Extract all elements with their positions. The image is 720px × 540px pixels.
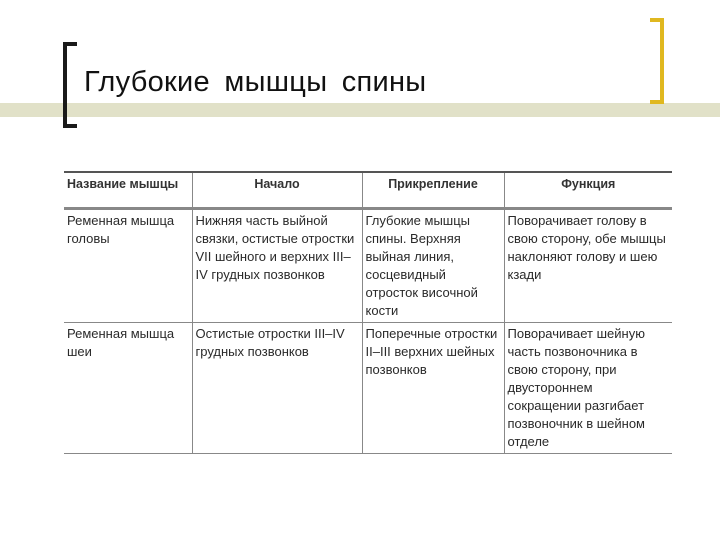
left-bracket-decoration [63, 42, 77, 128]
cell-insertion: Поперечные отростки II–III верхних шейных позвонков [362, 323, 504, 454]
slide-title: Глубокие мышцы спины [84, 66, 427, 98]
header-name: Название мышцы [64, 172, 192, 209]
cell-origin: Нижняя часть выйной связки, остистые отростки VII шейного и верхних III–IV грудных позвонков [192, 209, 362, 323]
table-row [64, 209, 672, 323]
muscle-table-container [64, 171, 672, 454]
header-insertion: Прикрепление [362, 172, 504, 209]
cell-function: Поворачивает шейную часть позвоночника в свою сторону, при двустороннем сокращении разгибает позвоночник в шейном отделе [504, 323, 672, 454]
header-origin: Начало [192, 172, 362, 209]
cell-origin: Остистые отростки III–IV грудных позвонков [192, 323, 362, 454]
cell-function: Поворачивает голову в свою сторону, обе мышцы наклоняют голову и шею кзади [504, 209, 672, 323]
right-bracket-decoration [650, 18, 664, 104]
title-accent-bar [0, 103, 720, 117]
cell-name: Ременная мышца шеи [64, 323, 192, 454]
table-row [64, 323, 672, 454]
cell-insertion: Глубокие мышцы спины. Верхняя выйная линия, сосцевидный отросток височной кости [362, 209, 504, 323]
header-function: Функция [504, 172, 672, 209]
muscle-table [64, 171, 672, 454]
table-header-row [64, 172, 672, 209]
cell-name: Ременная мышца головы [64, 209, 192, 323]
